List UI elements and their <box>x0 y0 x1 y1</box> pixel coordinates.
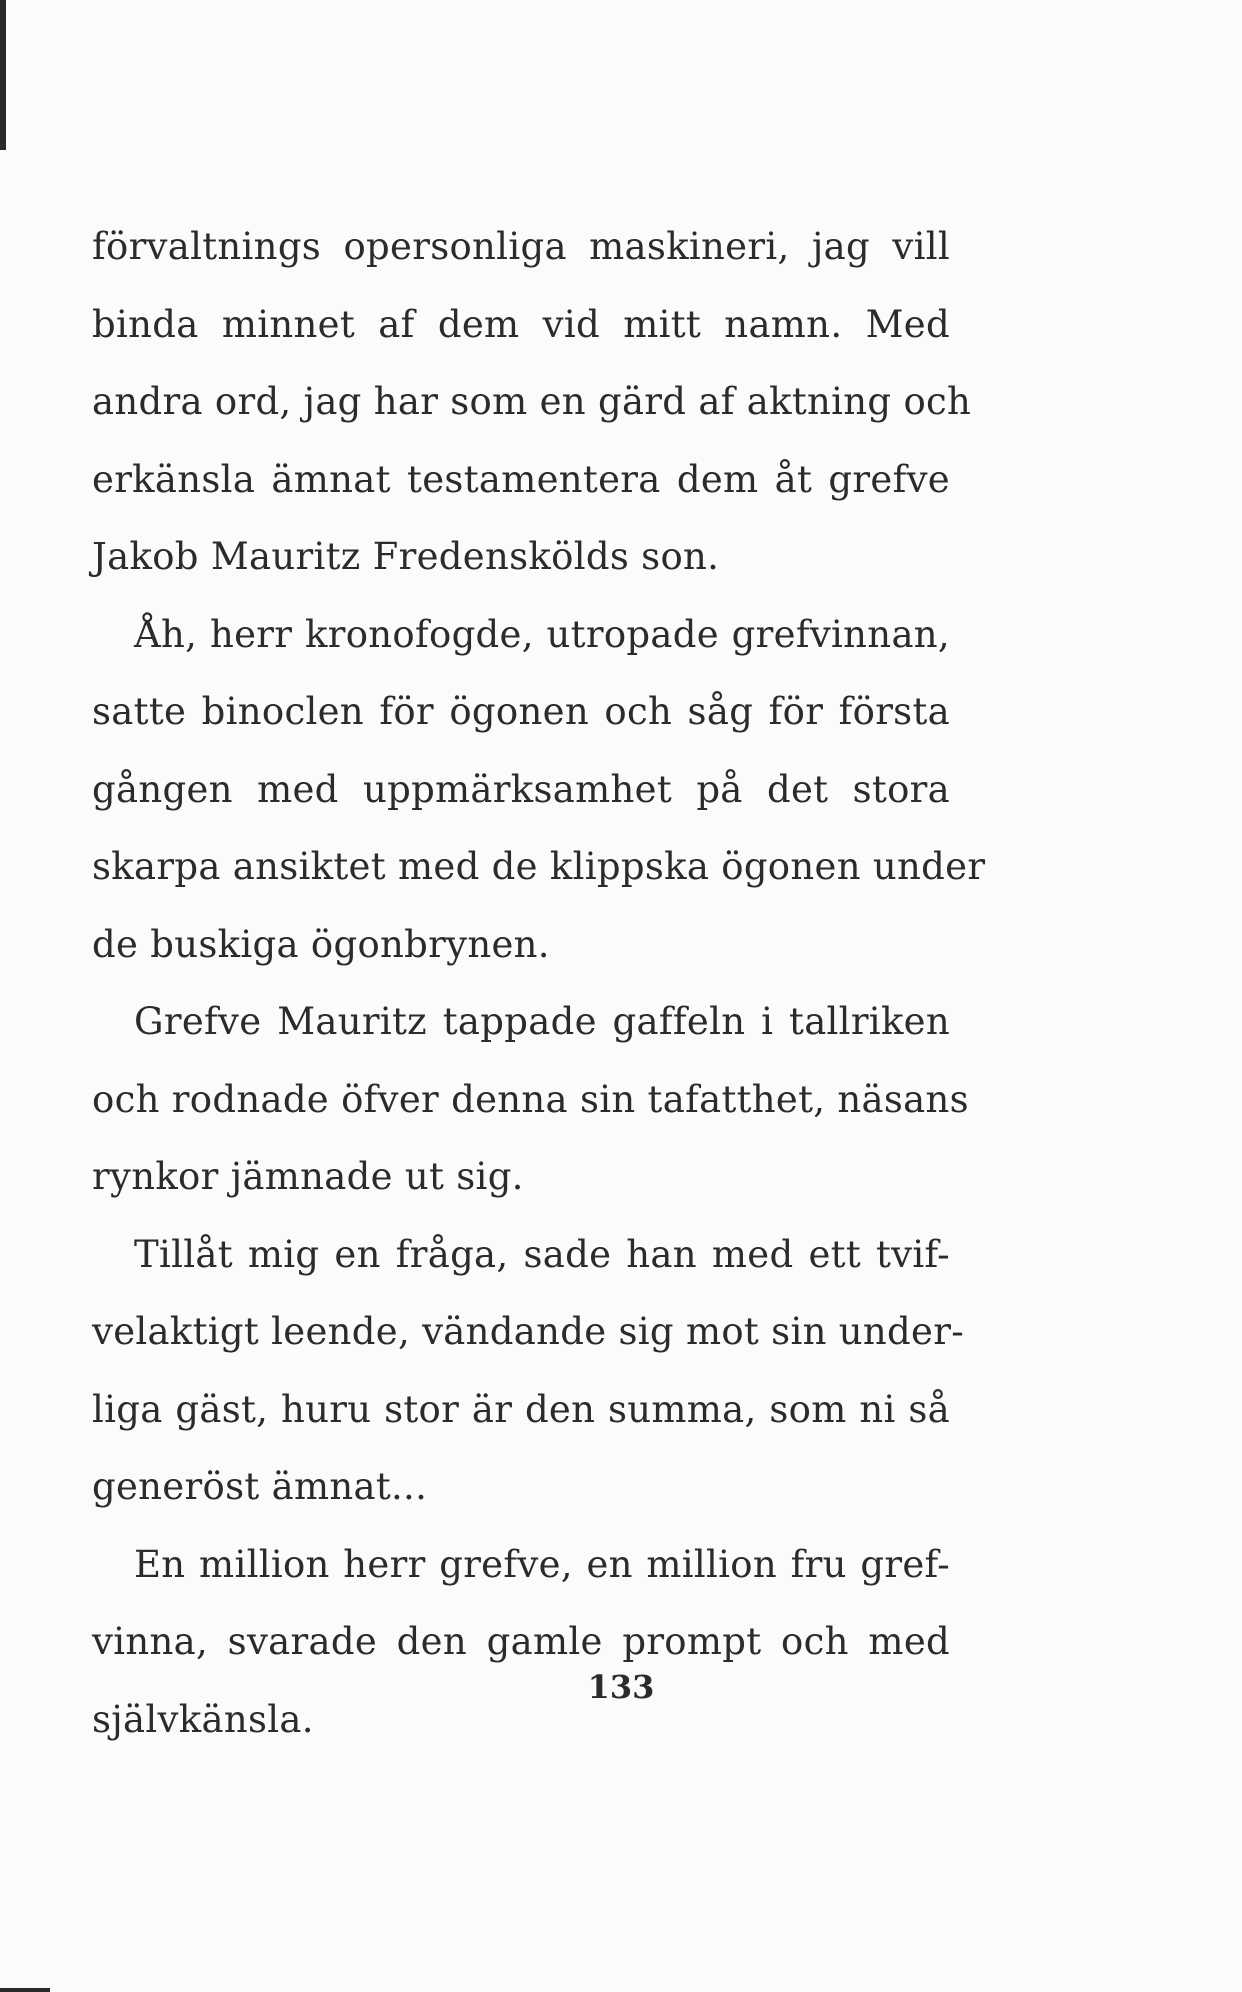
text-line: andra ord, jag har som en gärd af aktning och <box>92 380 972 423</box>
text-line: och rodnade öfver denna sin tafatthet, näsans <box>92 1077 969 1121</box>
text-line: erkänsla ämnat testamentera dem åt grefve <box>92 457 950 501</box>
text-line: Åh, herr kronofogde, utropade grefvinnan, <box>134 612 950 656</box>
text-line: Tillåt mig en fråga, sade han med ett tvif- <box>134 1232 950 1276</box>
scan-edge-bottom <box>0 1988 50 1992</box>
text-line: gången med uppmärksamhet på det stora <box>92 767 950 811</box>
text-line: förvaltnings opersonliga maskineri, jag vill <box>92 225 950 268</box>
text-line: generöst ämnat... <box>92 1465 428 1508</box>
text-line: vinna, svarade den gamle prompt och med <box>92 1620 950 1663</box>
text-line: satte binoclen för ögonen och såg för första <box>92 690 950 733</box>
text-line: självkänsla. <box>92 1697 314 1741</box>
text-line: binda minnet af dem vid mitt namn. Med <box>92 302 950 346</box>
text-line: liga gäst, huru stor är den summa, som ni så <box>92 1387 950 1431</box>
text-line: Grefve Mauritz tappade gaffeln i tallriken <box>134 1000 950 1043</box>
scan-edge-left <box>0 0 6 150</box>
text-line: skarpa ansiktet med de klippska ögonen under <box>92 845 986 888</box>
text-line: rynkor jämnade ut sig. <box>92 1155 524 1198</box>
text-line: velaktigt leende, vändande sig mot sin under- <box>92 1310 964 1353</box>
text-line: En million herr grefve, en million fru gref- <box>134 1542 950 1586</box>
page-number: 133 <box>587 1668 655 1706</box>
body-text <box>92 208 986 1758</box>
text-line: Jakob Mauritz Fredenskölds son. <box>92 535 720 578</box>
text-line: de buskiga ögonbrynen. <box>92 922 550 966</box>
